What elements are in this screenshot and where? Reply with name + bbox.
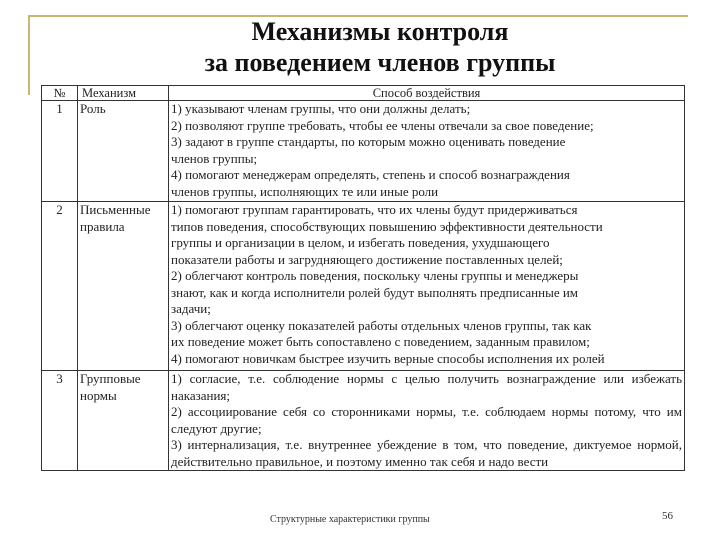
title-line-2: за поведением членов группы (204, 48, 556, 77)
title-line-1: Механизмы контроля (251, 17, 509, 46)
method-line: знают, как и когда исполнители ролей будут выполнять предписанные им (171, 284, 579, 300)
method-line: 3) облегчают оценку показателей работы отдельных членов группы, так как (171, 317, 592, 333)
table-row (42, 101, 685, 202)
decorative-left-line (28, 15, 30, 95)
method-line: 1) помогают группам гарантировать, что их члены будут придерживаться (171, 202, 578, 217)
method-line: членов группы, исполняющих те или иные роли (171, 183, 439, 199)
header-method: Способ воздействия (169, 86, 685, 101)
method-line: 1) согласие, т.е. соблюдение нормы с целью получить вознаграждение или избежать наказания; (171, 371, 682, 403)
method-line: 4) помогают менеджерам определять, степень и способ вознаграждения (171, 167, 570, 182)
method-line: членов группы; (171, 150, 258, 166)
header-num: № (42, 86, 78, 101)
method-line: показатели работы и загрудняющего достижение поставленных целей; (171, 251, 563, 267)
table-row (42, 202, 685, 371)
method-line: 3) задают в группе стандарты, по которым можно оценивать поведение (171, 134, 566, 149)
method-line: типов поведения, способствующих повышению эффективности деятельности (171, 218, 603, 234)
footer-caption: Структурные характеристики группы (270, 514, 430, 525)
row-method (169, 101, 685, 202)
method-line: 2) ассоциирование себя со сторонниками нормы, т.е. соблюдаем нормы потому, что им следуют другие; (171, 404, 682, 436)
table-header-row (42, 86, 685, 101)
slide-content (41, 85, 684, 503)
method-line: 2) позволяют группе требовать, чтобы ее члены отвечали за свое поведение; (171, 117, 594, 133)
method-line: их поведение может быть сопоставлено с поведением, заданным правилом; (171, 334, 590, 349)
row-mechanism: Групповые нормы (78, 371, 169, 471)
page-number: 56 (662, 510, 673, 522)
table-row (42, 371, 685, 471)
method-line: 3) интернализация, т.е. внутреннее убеждение в том, что поведение, диктуемое нормой, действительно правильное, и поэтому именно так себя и надо вести (171, 437, 682, 469)
row-method (169, 371, 685, 471)
mechanisms-table (41, 85, 685, 471)
row-number: 2 (42, 202, 78, 371)
row-number: 1 (42, 101, 78, 202)
method-line: задачи; (171, 301, 211, 316)
row-method (169, 202, 685, 371)
row-number: 3 (42, 371, 78, 471)
row-mechanism: Письменные правила (78, 202, 169, 371)
row-mechanism: Роль (78, 101, 169, 202)
slide-title (120, 16, 640, 78)
method-line: группы и организации в целом, и избегать поведения, ухудшающего (171, 235, 550, 250)
method-line: 4) помогают новичкам быстрее изучить верные способы исполнения их ролей (171, 350, 605, 366)
method-line: 1) указывают членам группы, что они должны делать; (171, 101, 471, 116)
method-line: 2) облегчают контроль поведения, поскольку члены группы и менеджеры (171, 268, 579, 283)
header-mechanism: Механизм (78, 86, 169, 101)
